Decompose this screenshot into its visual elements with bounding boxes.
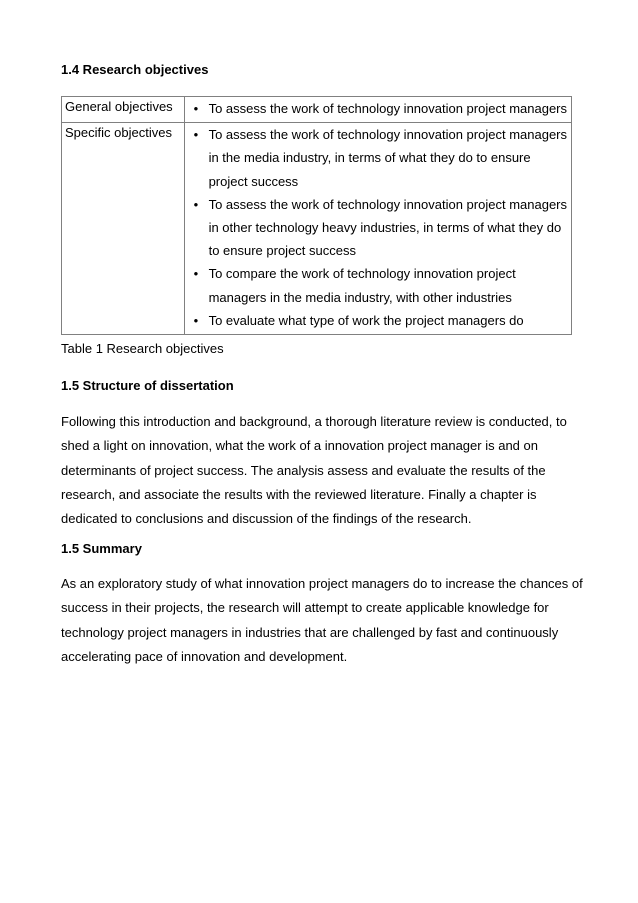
list-item-text: To assess the work of technology innovation project managers: [208, 101, 567, 116]
table-row-general: [62, 97, 572, 123]
list-item-text: To assess the work of technology innovation project managers: [208, 196, 567, 212]
paragraph-line: technology project managers in industries that are challenged by fast and continuously: [61, 624, 559, 640]
list-item: [193, 262, 567, 308]
specific-objectives-label: Specific objectives: [62, 123, 185, 335]
general-objectives-cell: [184, 97, 571, 123]
paragraph-line: As an exploratory study of what innovation project managers do to increase the chances of: [61, 576, 583, 591]
paragraph-line: determinants of project success. The analysis assess and evaluate the results of the: [61, 462, 546, 478]
bullet-icon: •: [193, 101, 199, 116]
paragraph-line: shed a light on innovation, what the work of a innovation project manager is and on: [61, 438, 538, 454]
summary-paragraph: [61, 572, 583, 669]
table-caption: Table 1 Research objectives: [61, 341, 224, 356]
research-objectives-heading: 1.4 Research objectives: [61, 62, 209, 77]
general-objectives-label: General objectives: [62, 97, 185, 123]
list-item-text: in the media industry, in terms of what they do to ensure: [208, 150, 531, 166]
bullet-icon: •: [193, 196, 199, 212]
specific-objectives-list: [193, 123, 567, 332]
paragraph-line: Following this introduction and background, a thorough literature review is conducted, to: [61, 414, 567, 429]
summary-heading: 1.5 Summary: [61, 541, 142, 556]
paragraph-line: dedicated to conclusions and discussion of the findings of the research.: [61, 511, 472, 527]
structure-heading: 1.5 Structure of dissertation: [61, 378, 234, 393]
specific-objectives-cell: [184, 123, 571, 335]
paragraph-line: accelerating pace of innovation and development.: [61, 648, 348, 664]
paragraph-line: success in their projects, the research will attempt to create applicable knowledge for: [61, 600, 549, 616]
list-item: [193, 193, 567, 263]
list-item-text: To compare the work of technology innovation project: [208, 266, 516, 282]
list-item: [193, 309, 567, 332]
list-item-text: To evaluate what type of work the project managers do: [208, 312, 524, 328]
table-row-specific: [62, 123, 572, 335]
list-item-text: To assess the work of technology innovation project managers: [208, 127, 567, 143]
bullet-icon: •: [193, 127, 199, 143]
list-item: [193, 123, 567, 193]
bullet-icon: •: [193, 312, 199, 328]
structure-paragraph: [61, 410, 576, 531]
list-item-text: project success: [208, 173, 299, 189]
list-item-text: to ensure project success: [208, 243, 356, 259]
list-item-text: managers in the media industry, with other industries: [208, 289, 512, 305]
bullet-icon: •: [193, 266, 199, 282]
list-item: [193, 97, 567, 120]
list-item-text: in other technology heavy industries, in terms of what they do: [208, 220, 562, 236]
general-objectives-list: [193, 97, 567, 120]
research-objectives-table: [61, 96, 572, 335]
paragraph-line: research, and associate the results with the reviewed literature. Finally a chapter is: [61, 486, 537, 502]
